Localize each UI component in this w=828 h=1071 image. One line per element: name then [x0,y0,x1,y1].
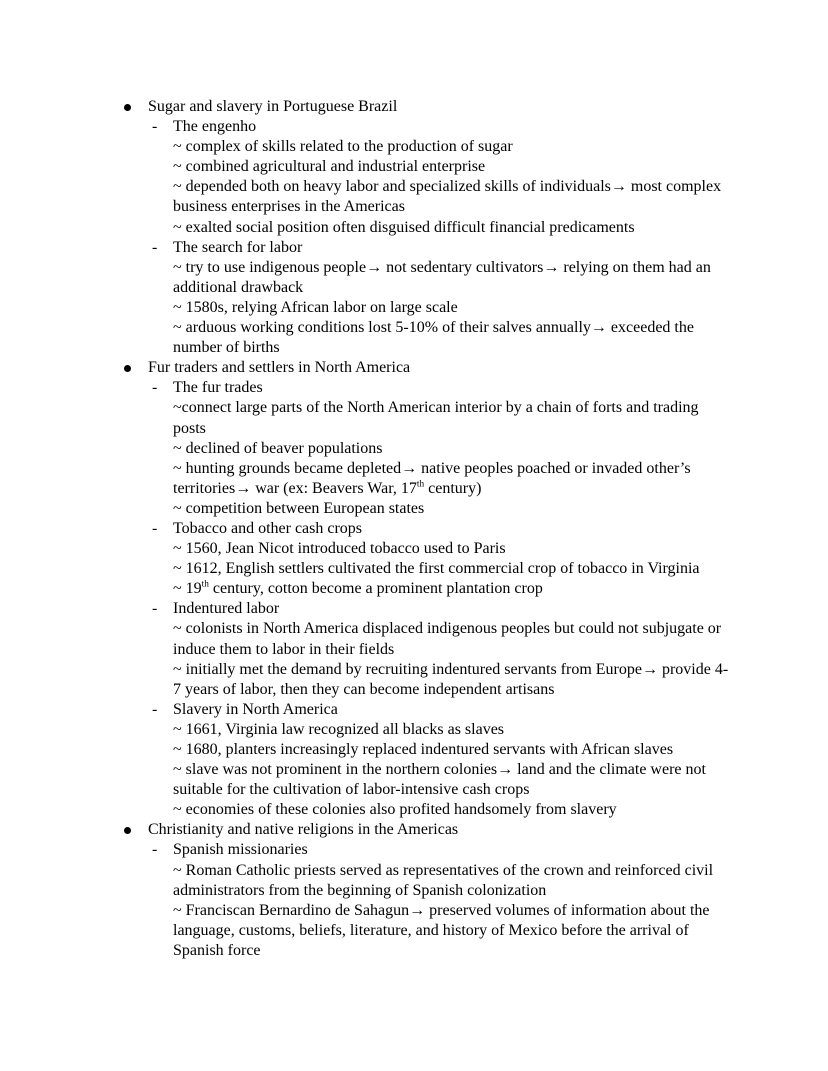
outline-note: ~ competition between European states [173,499,425,517]
subtopic-label: The fur trades [173,379,263,397]
subtopic-label: The search for labor [173,238,303,256]
outline-topic [0,820,828,840]
outline-note: ~ combined agricultural and industrial enterprise [173,158,486,176]
outline-note: ~ declined of beaver populations [173,439,383,457]
dash-bullet-icon: - [152,118,158,136]
outline-note: ~ Roman Catholic priests served as representatives of the crown and reinforced civil administrators from the beginning of Spanish colonization [173,861,714,899]
outline-note: ~ 1612, English settlers cultivated the first commercial crop of tobacco in Virginia [173,560,700,578]
dash-bullet-icon: - [152,379,158,397]
outline-note: ~ complex of skills related to the production of sugar [173,138,513,156]
bullet-icon [124,365,131,372]
dash-bullet-icon: - [152,238,158,256]
outline-note: ~ try to use indigenous people→ not sedentary cultivators→ relying on them had an additional drawback [173,258,711,296]
outline-note: ~ economies of these colonies also profited handsomely from slavery [173,801,617,819]
outline-note: ~ Franciscan Bernardino de Sahagun→ preserved volumes of information about the language, customs, beliefs, literature, and history of Mexico before the arrival of Spanish force [173,901,710,959]
outline-note: ~ depended both on heavy labor and specialized skills of individuals→ most complex business enterprises in the Americas [173,178,722,216]
outline-note: ~ slave was not prominent in the northern colonies→ land and the climate were not suitable for the cultivation of labor-intensive cash crops [173,761,706,799]
outline-subtopic [0,378,828,398]
subtopic-label: Indentured labor [173,600,280,618]
subtopic-label: The engenho [173,118,257,136]
topic-label: Fur traders and settlers in North America [148,359,411,377]
topic-label: Sugar and slavery in Portuguese Brazil [148,98,398,115]
dash-bullet-icon: - [152,841,158,859]
topic-label: Christianity and native religions in the Americas [148,821,459,839]
outline-subtopic [0,519,828,539]
outline-subtopic [0,238,828,258]
subtopic-label: Spanish missionaries [173,841,308,859]
outline-note: ~ initially met the demand by recruiting indentured servants from Europe→ provide 4-7 years of labor, then they can become independent artisans [173,660,729,698]
outline-subtopic [0,599,828,619]
bullet-icon [124,827,131,834]
outline-note: ~ exalted social position often disguised difficult financial predicaments [173,218,635,236]
dash-bullet-icon: - [152,519,158,537]
dash-bullet-icon: - [152,600,158,618]
outline-subtopic [0,117,828,137]
outline-topic [0,97,828,117]
notes-outline [0,97,828,961]
outline-note: ~ 1661, Virginia law recognized all blacks as slaves [173,720,505,738]
subtopic-label: Slavery in North America [173,700,338,718]
outline-subtopic [0,700,828,720]
outline-note: ~connect large parts of the North American interior by a chain of forts and trading posts [173,399,699,437]
outline-note: ~ colonists in North America displaced indigenous peoples but could not subjugate or induce them to labor in their fields [173,620,722,658]
outline-note: ~ hunting grounds became depleted→ native peoples poached or invaded other’s territories→ war (ex: Beavers War, 17th century) [173,459,691,497]
outline-note: ~ 1560, Jean Nicot introduced tobacco used to Paris [173,540,506,558]
outline-note: ~ 1680, planters increasingly replaced indentured servants with African slaves [173,741,674,758]
outline-topic [0,358,828,378]
outline-subtopic [0,840,828,860]
outline-note: ~ 19th century, cotton become a prominent plantation crop [173,579,543,598]
outline-note: ~ 1580s, relying African labor on large scale [173,298,458,316]
subtopic-label: Tobacco and other cash crops [173,519,363,537]
bullet-icon [124,104,131,111]
outline-note: ~ arduous working conditions lost 5-10% of their salves annually→ exceeded the number of births [173,319,694,357]
dash-bullet-icon: - [152,700,158,718]
